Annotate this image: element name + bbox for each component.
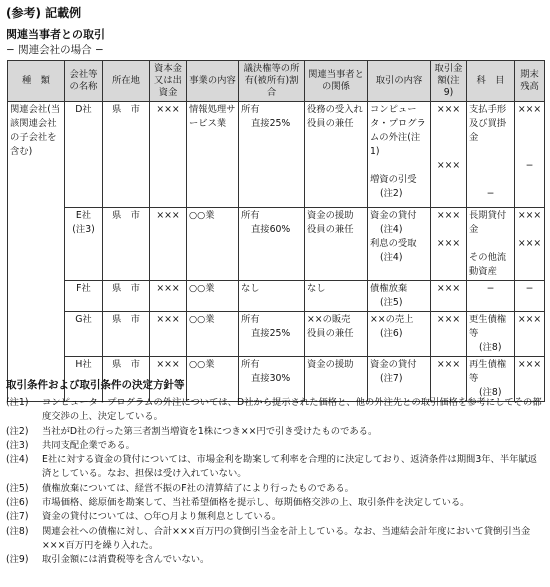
header-subject: 科 目 bbox=[467, 61, 515, 102]
voting-cell: 所有 直接25% bbox=[239, 102, 305, 208]
business-cell: ○○業 bbox=[187, 208, 239, 281]
voting-cell: 所有 直接30% bbox=[239, 357, 305, 402]
company-name: E社 (注3) bbox=[65, 208, 103, 281]
note-label: (注2) bbox=[6, 425, 29, 437]
business-cell: ○○業 bbox=[187, 312, 239, 357]
note-text: 共同支配企業である。 bbox=[42, 439, 135, 451]
note-label: (注8) bbox=[6, 525, 29, 537]
note-item bbox=[6, 482, 544, 496]
header-relation: 関連当事者との関係 bbox=[305, 61, 368, 102]
capital-cell: ××× bbox=[150, 281, 187, 312]
header-voting: 議決権等の所有(被所有)割合 bbox=[239, 61, 305, 102]
sub-title: − 関連会社の場合 − bbox=[6, 44, 104, 56]
header-kind: 種 類 bbox=[8, 61, 65, 102]
conditions-title: 取引条件および取引条件の決定方針等 bbox=[6, 379, 185, 391]
amount-cell: ××× bbox=[431, 312, 467, 357]
transaction-cell: 資金の貸付 (注4) 利息の受取 (注4) bbox=[368, 208, 431, 281]
note-label: (注3) bbox=[6, 439, 29, 451]
section-title: (参考) 記載例 bbox=[6, 6, 82, 20]
main-title: 関連当事者との取引 bbox=[6, 28, 105, 41]
relation-cell: 資金の援助 役員の兼任 bbox=[305, 208, 368, 281]
voting-cell: なし bbox=[239, 281, 305, 312]
amount-cell: ××× ××× bbox=[431, 102, 467, 208]
note-label: (注6) bbox=[6, 497, 29, 509]
voting-cell: 所有 直接25% bbox=[239, 312, 305, 357]
balance-cell: − bbox=[515, 281, 545, 312]
note-item bbox=[6, 396, 544, 425]
table-row bbox=[8, 102, 545, 208]
company-name: H社 bbox=[65, 357, 103, 402]
company-name: G社 bbox=[65, 312, 103, 357]
note-item bbox=[6, 425, 544, 439]
note-item bbox=[6, 510, 544, 524]
subject-cell: 再生債権等 (注8) bbox=[467, 357, 515, 402]
relation-cell: ××の販売 役員の兼任 bbox=[305, 312, 368, 357]
location-cell: 県 市 bbox=[103, 208, 150, 281]
category-cell: 関連会社(当該関連会社の子会社を含む) bbox=[8, 102, 65, 402]
balance-cell: ××× bbox=[515, 357, 545, 402]
amount-cell: ××× bbox=[431, 357, 467, 402]
transaction-cell: 資金の貸付 (注7) bbox=[368, 357, 431, 402]
note-text: 資金の貸付については、○年○月より無利息としている。 bbox=[42, 511, 282, 523]
note-item bbox=[6, 553, 544, 567]
relation-cell: 資金の援助 bbox=[305, 357, 368, 402]
subject-cell: 更生債権等 (注8) bbox=[467, 312, 515, 357]
note-text: E社に対する資金の貸付については、市場金利を勘案して利率を合理的に決定しており、返済条件は期間3年、半年賦返済としている。なお、担保は受け入れていない。 bbox=[42, 454, 538, 480]
note-label: (注7) bbox=[6, 511, 29, 523]
balance-cell: ××× ××× bbox=[515, 208, 545, 281]
balance-cell: ××× bbox=[515, 312, 545, 357]
header-business: 事業の内容 bbox=[187, 61, 239, 102]
note-label: (注9) bbox=[6, 554, 29, 566]
note-text: コンピュータ・プログラムの外注については、D社から提示された価格と、他の外注先との取引価格を参考にしてその都度交渉の上、決定している。 bbox=[42, 397, 542, 423]
related-party-table bbox=[7, 60, 545, 402]
note-item bbox=[6, 439, 544, 453]
relation-cell: なし bbox=[305, 281, 368, 312]
amount-cell: ××× bbox=[431, 281, 467, 312]
company-name: D社 bbox=[65, 102, 103, 208]
table-row bbox=[8, 312, 545, 357]
note-label: (注1) bbox=[6, 397, 29, 408]
note-item bbox=[6, 525, 544, 554]
header-name: 会社等の名称 bbox=[65, 61, 103, 102]
business-cell: ○○業 bbox=[187, 357, 239, 402]
table-row bbox=[8, 208, 545, 281]
note-item bbox=[6, 453, 544, 482]
location-cell: 県 市 bbox=[103, 281, 150, 312]
capital-cell: ××× bbox=[150, 208, 187, 281]
subject-cell: 支払手形及び買掛金 − bbox=[467, 102, 515, 208]
location-cell: 県 市 bbox=[103, 312, 150, 357]
transaction-cell: ××の売上 (注6) bbox=[368, 312, 431, 357]
location-cell: 県 市 bbox=[103, 102, 150, 208]
header-capital: 資本金又は出資金 bbox=[150, 61, 187, 102]
notes-list bbox=[6, 396, 544, 568]
header-balance: 期末残高 bbox=[515, 61, 545, 102]
capital-cell: ××× bbox=[150, 312, 187, 357]
subject-cell: 長期貸付金 その他流動資産 bbox=[467, 208, 515, 281]
note-label: (注5) bbox=[6, 482, 29, 494]
note-label: (注4) bbox=[6, 454, 29, 466]
business-cell: 情報処理サービス業 bbox=[187, 102, 239, 208]
header-location: 所在地 bbox=[103, 61, 150, 102]
capital-cell: ××× bbox=[150, 357, 187, 402]
relation-cell: 役務の受入れ 役員の兼任 bbox=[305, 102, 368, 208]
note-text: 関連会社への債権に対し、合計×××百万円の貸倒引当金を計上している。なお、当連結会計年度において貸倒引当金×××百万円を繰り入れた。 bbox=[42, 525, 531, 551]
balance-cell: ××× − bbox=[515, 102, 545, 208]
header-amount: 取引金額(注9) bbox=[431, 61, 467, 102]
note-text: 債権放棄については、経営不振のF社の清算結了により行ったものである。 bbox=[42, 482, 354, 494]
voting-cell: 所有 直接60% bbox=[239, 208, 305, 281]
transaction-cell: コンピュータ・プログラムの外注(注1) 増資の引受 (注2) bbox=[368, 102, 431, 208]
amount-cell: ××× ××× bbox=[431, 208, 467, 281]
note-text: 市場価格、総原価を勘案して、当社希望価格を提示し、毎期価格交渉の上、取引条件を決定している。 bbox=[42, 497, 470, 509]
company-name: F社 bbox=[65, 281, 103, 312]
table-row bbox=[8, 281, 545, 312]
note-text: 当社がD社の行った第三者割当増資を1株につき××円で引き受けたものである。 bbox=[42, 425, 378, 437]
transaction-cell: 債権放棄 (注5) bbox=[368, 281, 431, 312]
header-content: 取引の内容 bbox=[368, 61, 431, 102]
capital-cell: ××× bbox=[150, 102, 187, 208]
note-text: 取引金額には消費税等を含んでいない。 bbox=[42, 554, 210, 566]
subject-cell: − bbox=[467, 281, 515, 312]
location-cell: 県 市 bbox=[103, 357, 150, 402]
table-header-row bbox=[8, 61, 545, 102]
business-cell: ○○業 bbox=[187, 281, 239, 312]
note-item bbox=[6, 496, 544, 510]
